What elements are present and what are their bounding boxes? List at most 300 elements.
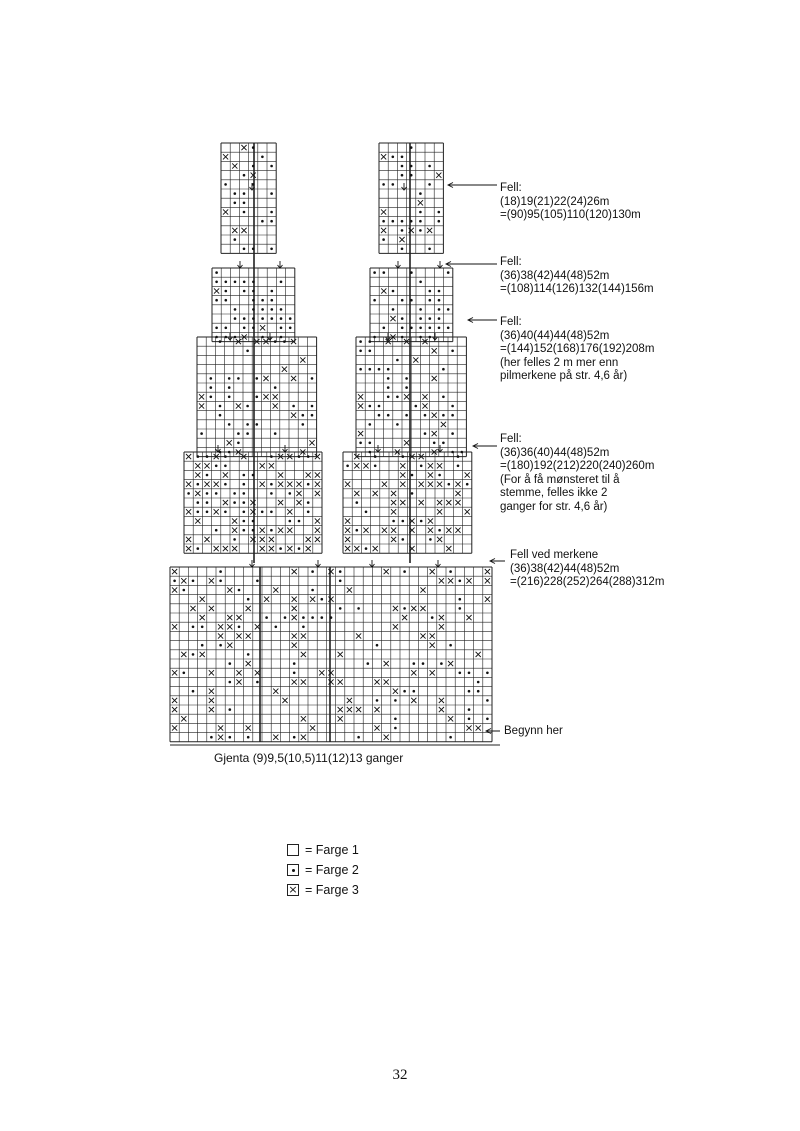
cross-symbol <box>432 376 437 381</box>
dot-symbol <box>246 423 249 426</box>
annotation-pointer-arrow-icon <box>448 183 497 188</box>
cross-symbol <box>400 472 405 477</box>
dot-symbol <box>225 299 228 302</box>
dot-symbol <box>307 455 310 458</box>
dot-symbol <box>449 570 452 573</box>
dot-symbol <box>468 690 471 693</box>
dot-symbol <box>403 570 406 573</box>
dot-symbol <box>183 589 186 592</box>
dot-symbol <box>429 336 432 339</box>
cross-symbol <box>466 725 471 730</box>
dot-symbol <box>410 146 413 149</box>
dot-symbol <box>311 377 314 380</box>
dot-symbol <box>192 580 195 583</box>
cross-symbol <box>204 537 209 542</box>
annotation-line: (36)38(42)44(48)52m <box>510 562 620 575</box>
cross-symbol <box>214 546 219 551</box>
annotation-fell-markers <box>510 549 664 590</box>
dot-symbol <box>228 377 231 380</box>
dot-symbol <box>307 511 310 514</box>
dot-symbol <box>210 386 213 389</box>
dot-symbol <box>229 708 232 711</box>
dot-symbol <box>419 308 422 311</box>
cross-symbol <box>422 394 427 399</box>
dot-symbol <box>275 626 278 629</box>
cross-symbol <box>292 615 297 620</box>
cross-symbol <box>465 472 470 477</box>
dot-symbol <box>382 220 385 223</box>
dot-symbol <box>270 192 273 195</box>
dot-symbol <box>243 483 246 486</box>
dot-symbol <box>229 681 232 684</box>
dot-symbol <box>252 146 255 149</box>
cross-symbol <box>232 546 237 551</box>
cross-symbol <box>292 569 297 574</box>
dot-symbol <box>392 520 395 523</box>
dot-symbol <box>447 327 450 330</box>
cross-symbol <box>227 624 232 629</box>
dot-symbol <box>438 317 441 320</box>
cross-symbol <box>172 707 177 712</box>
cross-symbol <box>393 689 398 694</box>
dot-symbol <box>255 423 258 426</box>
dot-symbol <box>233 492 236 495</box>
dot-symbol <box>302 616 305 619</box>
dot-symbol <box>410 299 413 302</box>
cross-symbol <box>306 537 311 542</box>
annotation-line: (her felles 2 m mer enn <box>500 356 619 369</box>
cross-symbol <box>373 491 378 496</box>
dot-symbol <box>365 547 368 550</box>
annotation-label: Fell ved merkene <box>510 549 599 561</box>
annotation-line: =(216)228(252)264(288)312m <box>510 576 665 588</box>
dot-symbol <box>183 672 186 675</box>
dot-symbol <box>233 501 236 504</box>
cross-symbol <box>214 288 219 293</box>
dot-symbol <box>298 547 301 550</box>
cross-symbol <box>384 569 389 574</box>
dot-symbol <box>401 174 404 177</box>
cross-symbol <box>430 569 435 574</box>
dot-symbol <box>234 192 237 195</box>
cross-symbol <box>282 367 287 372</box>
cross-symbol <box>172 624 177 629</box>
annotation-line: pilmerkene på str. 4,6 år) <box>500 370 628 382</box>
cross-symbol <box>400 463 405 468</box>
dot-symbol <box>369 423 372 426</box>
dot-symbol <box>219 580 222 583</box>
dot-symbol <box>243 202 246 205</box>
cross-symbol <box>199 394 204 399</box>
dot-symbol <box>428 248 431 251</box>
dot-symbol <box>274 432 277 435</box>
dot-symbol <box>420 520 423 523</box>
annotation-label: Begynn her <box>504 725 563 737</box>
dot-symbol <box>422 662 425 665</box>
dot-symbol <box>438 308 441 311</box>
dot-symbol <box>461 451 464 454</box>
dot-symbol <box>225 281 228 284</box>
cross-symbol <box>356 707 361 712</box>
cross-symbol <box>432 413 437 418</box>
cross-symbol <box>404 440 409 445</box>
dot-symbol <box>243 492 246 495</box>
dot-symbol <box>206 492 209 495</box>
dot-symbol <box>302 423 305 426</box>
cross-symbol <box>374 679 379 684</box>
dot-symbol <box>224 465 227 468</box>
cross-symbol <box>439 578 444 583</box>
dot-symbol <box>311 616 314 619</box>
annotation-line: (36)40(44)44(48)52m <box>500 329 610 342</box>
cross-symbol <box>241 228 246 233</box>
cross-symbol <box>328 569 333 574</box>
cross-symbol <box>214 482 219 487</box>
dot-symbol <box>392 183 395 186</box>
cross-symbol <box>181 716 186 721</box>
chart-symbols <box>172 145 490 740</box>
dot-symbol <box>419 211 422 214</box>
legend-item-farge-3 <box>287 880 359 900</box>
cross-symbol <box>209 698 214 703</box>
empty-square-icon <box>287 844 299 856</box>
cross-symbol <box>374 725 379 730</box>
dot-symbol <box>424 414 427 417</box>
cross-symbol <box>236 633 241 638</box>
cross-symbol <box>345 528 350 533</box>
dot-symbol <box>237 432 240 435</box>
cross-symbol <box>260 537 265 542</box>
dot-symbol <box>442 414 445 417</box>
annotation-pointer-arrow-icon <box>490 559 505 564</box>
dot-symbol <box>234 308 237 311</box>
cross-symbol <box>209 578 214 583</box>
cross-symbol <box>241 145 246 150</box>
cross-symbol <box>354 546 359 551</box>
dot-symbol <box>374 455 377 458</box>
dot-symbol <box>410 220 413 223</box>
cross-symbol <box>347 698 352 703</box>
dot-symbol <box>410 327 413 330</box>
cross-symbol <box>347 587 352 592</box>
dot-symbol <box>243 501 246 504</box>
dot-symbol <box>261 299 264 302</box>
cross-symbol <box>260 463 265 468</box>
cross-symbol <box>430 670 435 675</box>
dot-symbol <box>401 156 404 159</box>
cross-symbol <box>347 707 352 712</box>
cross-symbol <box>338 652 343 657</box>
dot-symbol <box>477 690 480 693</box>
cross-symbol <box>232 163 237 168</box>
dot-symbol <box>376 644 379 647</box>
dot-symbol <box>420 465 423 468</box>
cross-symbol <box>400 482 405 487</box>
dot-symbol <box>247 598 250 601</box>
dot-symbol <box>247 653 250 656</box>
dot-symbol <box>243 474 246 477</box>
legend-item-farge-2 <box>287 860 359 880</box>
dot-symbol <box>367 662 370 665</box>
cross-symbol <box>391 491 396 496</box>
cross-symbol <box>345 518 350 523</box>
cross-symbol <box>250 509 255 514</box>
dot-symbol <box>339 580 342 583</box>
dot-symbol <box>238 589 241 592</box>
cross-symbol <box>227 440 232 445</box>
cross-symbol <box>287 546 292 551</box>
cross-symbol <box>436 173 441 178</box>
decrease-arrow-icon <box>370 560 375 567</box>
dot-symbol <box>387 414 390 417</box>
annotation-start-here <box>504 725 563 739</box>
dot-symbol <box>215 271 218 274</box>
dot-symbol <box>369 340 372 343</box>
annotation-label: Fell: <box>500 316 522 328</box>
annotation-line: (18)19(21)22(24)26m <box>500 195 610 208</box>
annotation-label: Fell: <box>500 433 522 445</box>
cross-symbol <box>391 509 396 514</box>
dot-symbol <box>270 511 273 514</box>
cross-symbol <box>200 615 205 620</box>
cross-symbol <box>419 482 424 487</box>
dot-symbol <box>261 156 264 159</box>
cross-symbol <box>315 491 320 496</box>
dot-symbol <box>321 616 324 619</box>
cross-symbol <box>381 154 386 159</box>
annotation-line: ganger for str. 4,6 år) <box>500 500 608 513</box>
cross-symbol <box>186 546 191 551</box>
dot-symbol <box>280 336 283 339</box>
dot-symbol <box>394 718 397 721</box>
dot-symbol <box>197 511 200 514</box>
dot-symbol <box>237 442 240 445</box>
cross-symbol <box>374 707 379 712</box>
dot-symbol <box>410 271 413 274</box>
dot-symbol <box>270 248 273 251</box>
cross-symbol <box>315 518 320 523</box>
cross-symbol <box>209 707 214 712</box>
cross-symbol <box>181 652 186 657</box>
dot-symbol <box>373 299 376 302</box>
dot-symbol <box>228 396 231 399</box>
cross-symbol <box>439 698 444 703</box>
decrease-arrow-icon <box>396 261 401 268</box>
dot-symbol <box>357 736 360 739</box>
dot-symbol <box>311 405 314 408</box>
cross-symbol <box>358 431 363 436</box>
dot-symbol <box>256 580 259 583</box>
dot-symbol <box>401 165 404 168</box>
dot-symbol <box>394 699 397 702</box>
cross-symbol <box>430 633 435 638</box>
dot-symbol <box>402 538 405 541</box>
cross-symbol <box>214 509 219 514</box>
cross-symbol <box>455 491 460 496</box>
dot-symbol <box>280 327 283 330</box>
dot-symbol <box>270 211 273 214</box>
cross-symbol <box>273 735 278 740</box>
dot-symbol <box>447 308 450 311</box>
dot-symbol <box>457 465 460 468</box>
cross-symbol <box>292 679 297 684</box>
dot-symbol <box>429 317 432 320</box>
dot-symbol <box>457 455 460 458</box>
cross-symbol <box>172 587 177 592</box>
chart-arrows <box>216 183 506 734</box>
annotation-pointer-arrow-icon <box>473 444 497 449</box>
cross-symbol <box>399 237 404 242</box>
dot-symbol <box>459 580 462 583</box>
dot-symbol <box>357 607 360 610</box>
cross-symbol <box>269 546 274 551</box>
dot-symbol <box>243 317 246 320</box>
cross-symbol <box>186 509 191 514</box>
dot-symbol <box>274 386 277 389</box>
dot-symbol <box>438 327 441 330</box>
dot-symbol <box>261 336 264 339</box>
cross-symbol <box>278 528 283 533</box>
cross-symbol <box>269 537 274 542</box>
dot-symbol <box>247 736 250 739</box>
dot-symbol <box>219 405 222 408</box>
dot-symbol <box>330 616 333 619</box>
dot-symbol <box>396 423 399 426</box>
annotation-line: =(144)152(168)176(192)208m <box>500 343 655 355</box>
dot-symbol <box>271 299 274 302</box>
dot-symbol <box>246 405 249 408</box>
dot-symbol <box>293 736 296 739</box>
cross-symbol <box>260 546 265 551</box>
cross-symbol <box>354 463 359 468</box>
dot-symbol <box>392 220 395 223</box>
dot-symbol <box>387 368 390 371</box>
annotation-line: =(180)192(212)220(240)260m <box>500 460 655 472</box>
dot-symbol <box>438 211 441 214</box>
dot-symbol <box>228 386 231 389</box>
dot-symbol <box>237 377 240 380</box>
cross-symbol <box>466 615 471 620</box>
dot-symbol <box>234 336 237 339</box>
cross-symbol <box>455 500 460 505</box>
dot-symbol <box>293 672 296 675</box>
dot-symbol <box>261 308 264 311</box>
cross-symbol <box>354 491 359 496</box>
cross-symbol <box>356 633 361 638</box>
cross-symbol <box>306 472 311 477</box>
dot-symbol <box>405 377 408 380</box>
annotation-line: (36)38(42)44(48)52m <box>500 269 610 282</box>
cross-symbol <box>296 482 301 487</box>
dot-symbol <box>438 290 441 293</box>
dot-symbol <box>270 492 273 495</box>
dot-symbol <box>270 529 273 532</box>
cross-symbol <box>195 491 200 496</box>
dot-symbol <box>243 248 246 251</box>
dot-symbol <box>346 465 349 468</box>
cross-symbol <box>301 716 306 721</box>
dot-symbol <box>200 432 203 435</box>
decrease-arrow-icon <box>376 445 381 452</box>
cross-symbol <box>428 528 433 533</box>
cross-symbol <box>358 403 363 408</box>
dot-symbol <box>252 299 255 302</box>
cross-symbol <box>439 707 444 712</box>
dot-symbol <box>382 183 385 186</box>
cross-symbol <box>195 472 200 477</box>
dot-symbol <box>243 327 246 330</box>
cross-symbol <box>223 154 228 159</box>
dot-symbol <box>243 529 246 532</box>
dot-symbol <box>365 511 368 514</box>
dot-symbol <box>224 183 227 186</box>
annotation-label: Fell: <box>500 256 522 268</box>
dot-symbol <box>225 327 228 330</box>
dot-symbol <box>280 317 283 320</box>
dot-symbol <box>403 690 406 693</box>
cross-symbol <box>411 606 416 611</box>
dot-symbol <box>192 653 195 656</box>
cross-symbol <box>432 431 437 436</box>
decrease-arrow-icon <box>436 560 441 567</box>
dot-symbol <box>219 340 222 343</box>
dot-symbol <box>228 451 231 454</box>
cross-symbol <box>432 348 437 353</box>
dot-symbol <box>419 281 422 284</box>
cross-symbol <box>291 413 296 418</box>
cross-symbol <box>292 633 297 638</box>
dot-symbol <box>477 681 480 684</box>
cross-symbol <box>382 528 387 533</box>
dot-symbol <box>243 192 246 195</box>
dot-symbol <box>356 529 359 532</box>
dot-symbol <box>224 483 227 486</box>
annotation-label: Fell: <box>500 182 522 194</box>
dot-symbol <box>411 474 414 477</box>
dot-symbol <box>413 662 416 665</box>
cross-symbol <box>200 652 205 657</box>
dot-symbol <box>339 570 342 573</box>
repeat-caption: Gjenta (9)9,5(10,5)11(12)13 ganger <box>214 751 404 765</box>
cross-symbol <box>338 707 343 712</box>
dot-symbol <box>401 327 404 330</box>
cross-symbol <box>273 587 278 592</box>
cross-symbol <box>218 624 223 629</box>
cross-symbol <box>384 661 389 666</box>
cross-symbol <box>315 528 320 533</box>
dot-symbol <box>378 414 381 417</box>
cross-symbol <box>246 633 251 638</box>
cross-symbol <box>430 643 435 648</box>
dot-symbol <box>252 520 255 523</box>
dot-symbol <box>429 290 432 293</box>
dot-symbol <box>451 405 454 408</box>
cross-symbol <box>195 463 200 468</box>
cross-symbol <box>306 546 311 551</box>
dot-symbol <box>197 501 200 504</box>
dot-symbol <box>197 547 200 550</box>
dot-symbol <box>396 359 399 362</box>
dot-symbol <box>243 281 246 284</box>
dot-symbol <box>289 317 292 320</box>
dot-symbol <box>192 690 195 693</box>
dot-symbol <box>302 414 305 417</box>
dot-symbol <box>438 299 441 302</box>
decrease-arrow-icon <box>438 261 443 268</box>
dot-symbol <box>307 501 310 504</box>
dot-symbol <box>234 238 237 241</box>
legend <box>287 840 359 900</box>
